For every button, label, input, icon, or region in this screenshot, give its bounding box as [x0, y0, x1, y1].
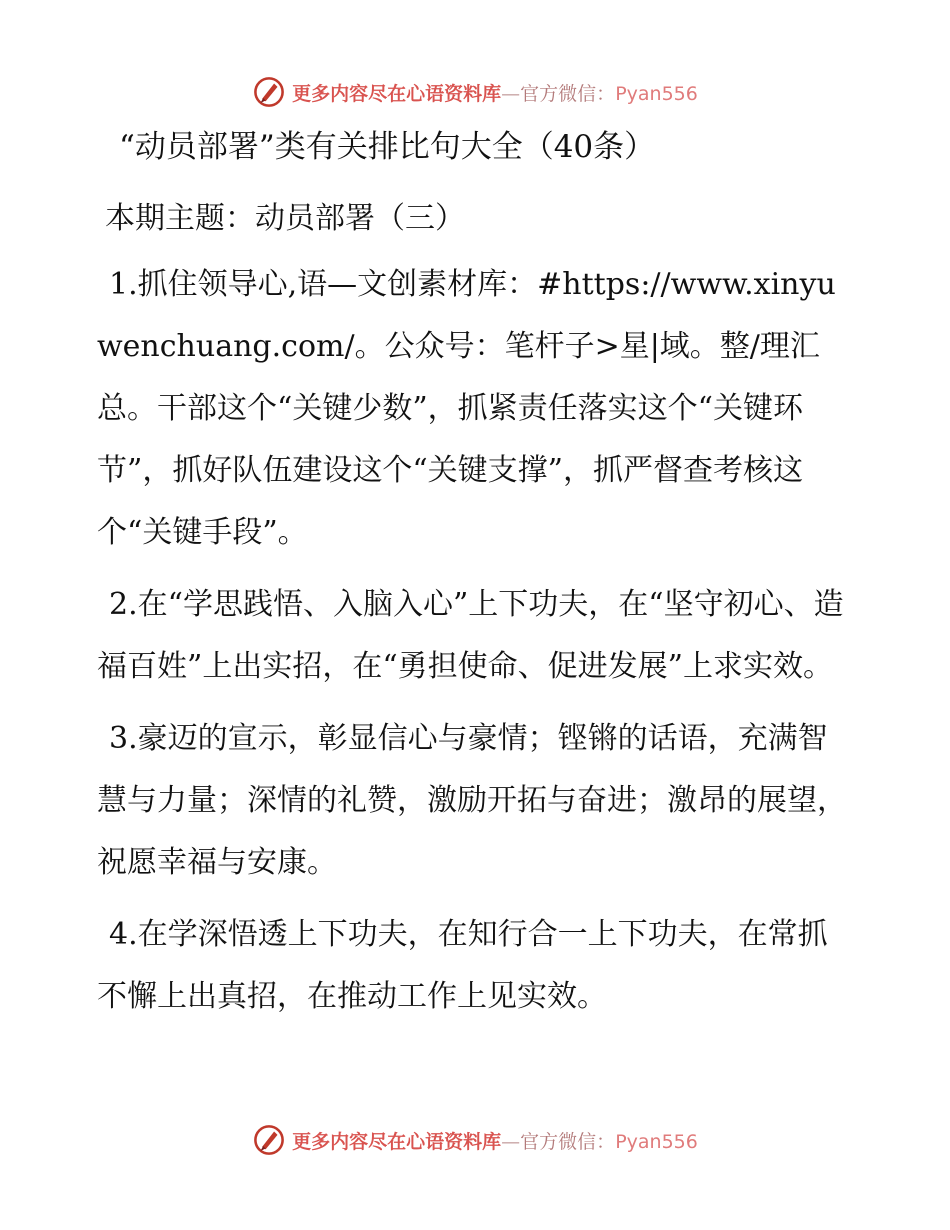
footer-banner [0, 1120, 950, 1160]
banner-brand: 更多内容尽在心语资料库 [292, 82, 502, 105]
pen-logo-icon [252, 75, 286, 109]
list-item: 2.在“学思践悟、入脑入心”上下功夫，在“坚守初心、造福百姓”上出实招，在“勇担使命、促进发展”上求实效。 [97, 587, 844, 684]
document-title: “动员部署”类有关排比句大全（40条） [119, 129, 656, 165]
header-banner [0, 72, 950, 112]
banner-text [292, 1127, 698, 1154]
banner-brand: 更多内容尽在心语资料库 [292, 1130, 502, 1153]
list-item: 4.在学深悟透上下功夫，在知行合一上下功夫，在常抓不懈上出真招，在推动工作上见实效。 [97, 917, 828, 1014]
list-item: 3.豪迈的宣示，彰显信心与豪情；铿锵的话语，充满智慧与力量；深情的礼赞，激励开拓与奋进；激昂的展望，祝愿幸福与安康。 [97, 721, 847, 880]
banner-wechat-id: Pyan556 [615, 1130, 698, 1153]
document-subtitle: 本期主题：动员部署（三） [105, 201, 465, 236]
banner-text [292, 79, 698, 106]
banner-wechat-label: 官方微信： [520, 1130, 616, 1153]
banner-dash: — [501, 1130, 521, 1153]
banner-dash: — [501, 82, 521, 105]
pen-logo-icon [252, 1123, 286, 1157]
banner-wechat-id: Pyan556 [615, 82, 698, 105]
list-item: 1.抓住领导心,语—文创素材库：#https://www.xinyuwenchuang.com/。公众号：笔杆子>星|域。整/理汇总。干部这个“关键少数”，抓紧责任落实这个“关键环节”，抓好队伍建设这个“关键支撑”，抓严督查考核这个“关键手段”。 [97, 267, 836, 550]
document-body [97, 118, 857, 1028]
banner-wechat-label: 官方微信： [520, 82, 616, 105]
